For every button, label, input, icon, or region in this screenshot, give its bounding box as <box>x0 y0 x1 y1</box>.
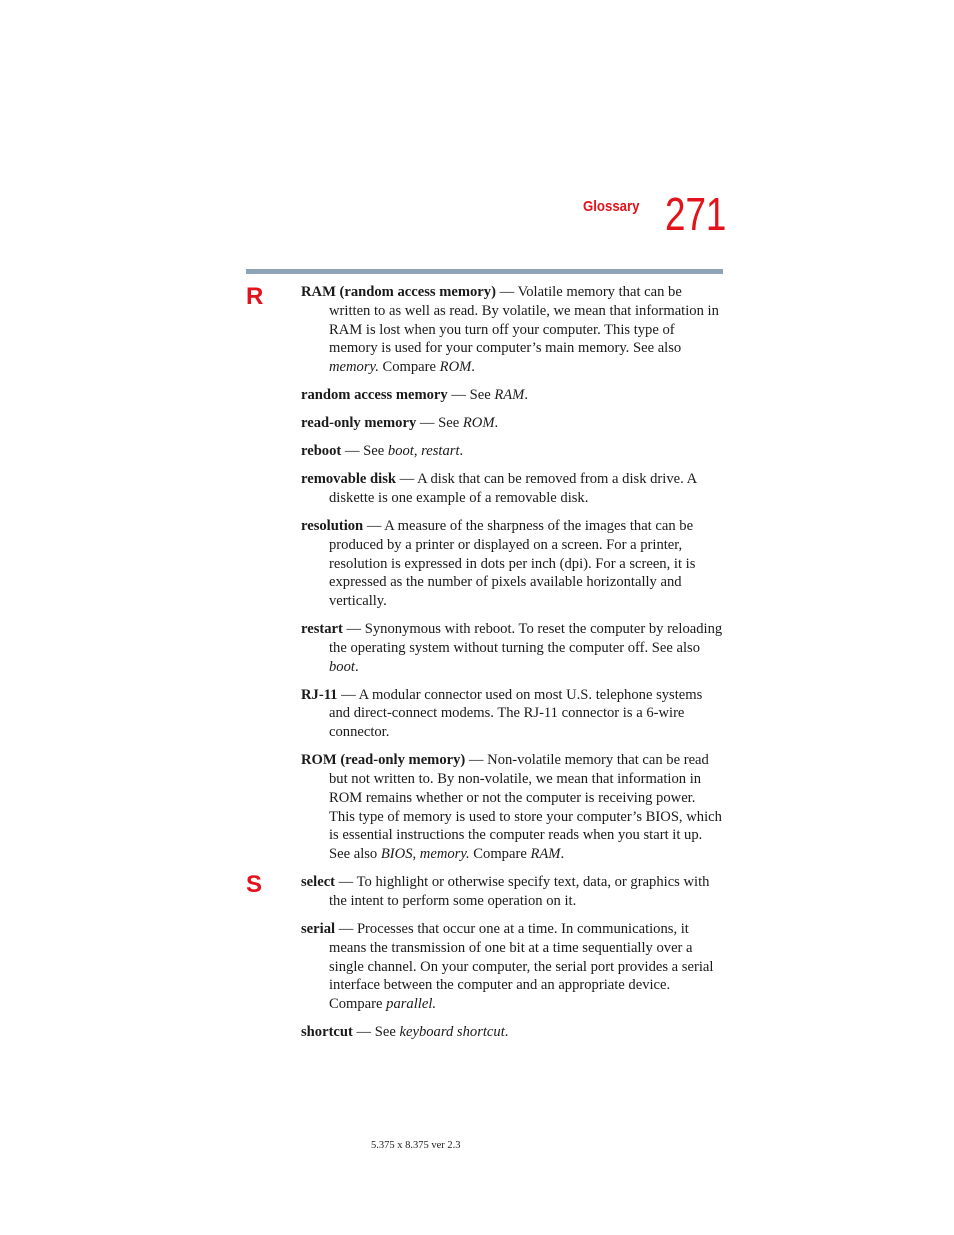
definition-text: Compare <box>378 359 440 376</box>
definition-text: — See <box>341 443 388 460</box>
glossary-entry <box>301 442 723 461</box>
glossary-entry <box>301 873 723 911</box>
definition-text: — Volatile memory that can be written to as well as read. By volatile, we mean that information in RAM is lost when you turn off your computer. This type of memory is used for your computer’s main memory. See also <box>329 284 719 357</box>
glossary-term: restart <box>301 621 343 638</box>
glossary-term: select <box>301 874 336 891</box>
definition-text: — A modular connector used on most U.S. telephone systems and direct-connect modems. The RJ-11 connector is a 6-wire connector. <box>329 686 703 741</box>
glossary-term: random access memory <box>301 387 448 404</box>
glossary-entry <box>301 686 723 742</box>
header-divider <box>246 269 723 274</box>
definition-text: . <box>459 443 464 460</box>
definition-text: — To highlight or otherwise specify text, data, or graphics with the intent to perform some operation on it. <box>329 874 710 909</box>
definition-text: — See <box>416 415 463 432</box>
definition-text: — See <box>447 387 495 404</box>
definition-text: — Processes that occur one at a time. In communications, it means the transmission of one bit at a time sequentially over a single channel. On your computer, the serial port provides a serial interface between the computer and an appropriate device. Compare <box>329 920 714 1013</box>
glossary-term: reboot <box>301 443 342 460</box>
definition-text: . <box>471 359 475 376</box>
definition-text: — A disk that can be removed from a disk drive. A diskette is one example of a removable disk. <box>329 471 697 506</box>
section-title: Glossary <box>583 198 640 215</box>
section-letter-r: R <box>246 283 264 310</box>
definition-text: . <box>494 415 499 432</box>
cross-reference: ROM <box>462 415 495 432</box>
glossary-entry <box>301 283 723 377</box>
glossary-term: read-only memory <box>301 415 417 432</box>
glossary-entry <box>301 620 723 676</box>
glossary-term: RAM (random access memory) <box>301 284 496 300</box>
definition-text: . <box>504 1024 509 1041</box>
page-number: 271 <box>665 188 727 240</box>
glossary-term: serial <box>301 920 336 937</box>
cross-reference: boot <box>387 443 414 460</box>
definition-text: . <box>560 846 565 863</box>
footer-version: 5.375 x 8.375 ver 2.3 <box>371 1140 461 1151</box>
glossary-entry <box>301 470 723 508</box>
definition-text: — Non-volatile memory that can be read but not written to. By non-volatile, we mean that information in ROM remains whether or not the computer is receiving power. This type of memory is used to store your computer’s BIOS, which is essential instructions the computer reads when you start it up. See also <box>329 752 722 863</box>
glossary-term: shortcut <box>301 1024 353 1041</box>
glossary-list <box>301 283 723 1051</box>
glossary-entry <box>301 517 723 611</box>
glossary-entry <box>301 920 723 1014</box>
cross-reference: boot <box>329 658 355 675</box>
cross-reference: restart <box>421 443 460 460</box>
cross-reference: ROM <box>439 359 472 376</box>
glossary-term: RJ-11 <box>301 686 338 703</box>
definition-text: , <box>413 443 422 460</box>
section-letter-s: S <box>246 871 263 898</box>
cross-reference: parallel. <box>386 996 437 1013</box>
cross-reference: BIOS, memory. <box>380 846 470 863</box>
glossary-term: resolution <box>301 517 364 534</box>
cross-reference: RAM <box>530 846 561 863</box>
glossary-term: removable disk <box>301 471 397 488</box>
definition-text: . <box>524 387 528 404</box>
glossary-term: ROM (read-only memory) <box>301 752 466 769</box>
glossary-entry <box>301 414 723 433</box>
glossary-entry <box>301 1023 723 1042</box>
definition-text: — Synonymous with reboot. To reset the computer by reloading the operating system without turning the computer off. See also <box>329 621 723 656</box>
cross-reference: keyboard shortcut <box>399 1024 505 1041</box>
definition-text: — A measure of the sharpness of the images that can be produced by a printer or displayed on a screen. For a printer, resolution is expressed in dots per inch (dpi). For a screen, it is expressed as the number of pixels available horizontally and vertically. <box>329 517 696 610</box>
cross-reference: RAM <box>494 387 525 404</box>
glossary-entry <box>301 386 723 405</box>
cross-reference: memory. <box>329 359 379 376</box>
definition-text: — See <box>352 1024 400 1041</box>
definition-text: . <box>354 658 359 675</box>
glossary-entry <box>301 751 723 864</box>
definition-text: Compare <box>469 846 531 863</box>
